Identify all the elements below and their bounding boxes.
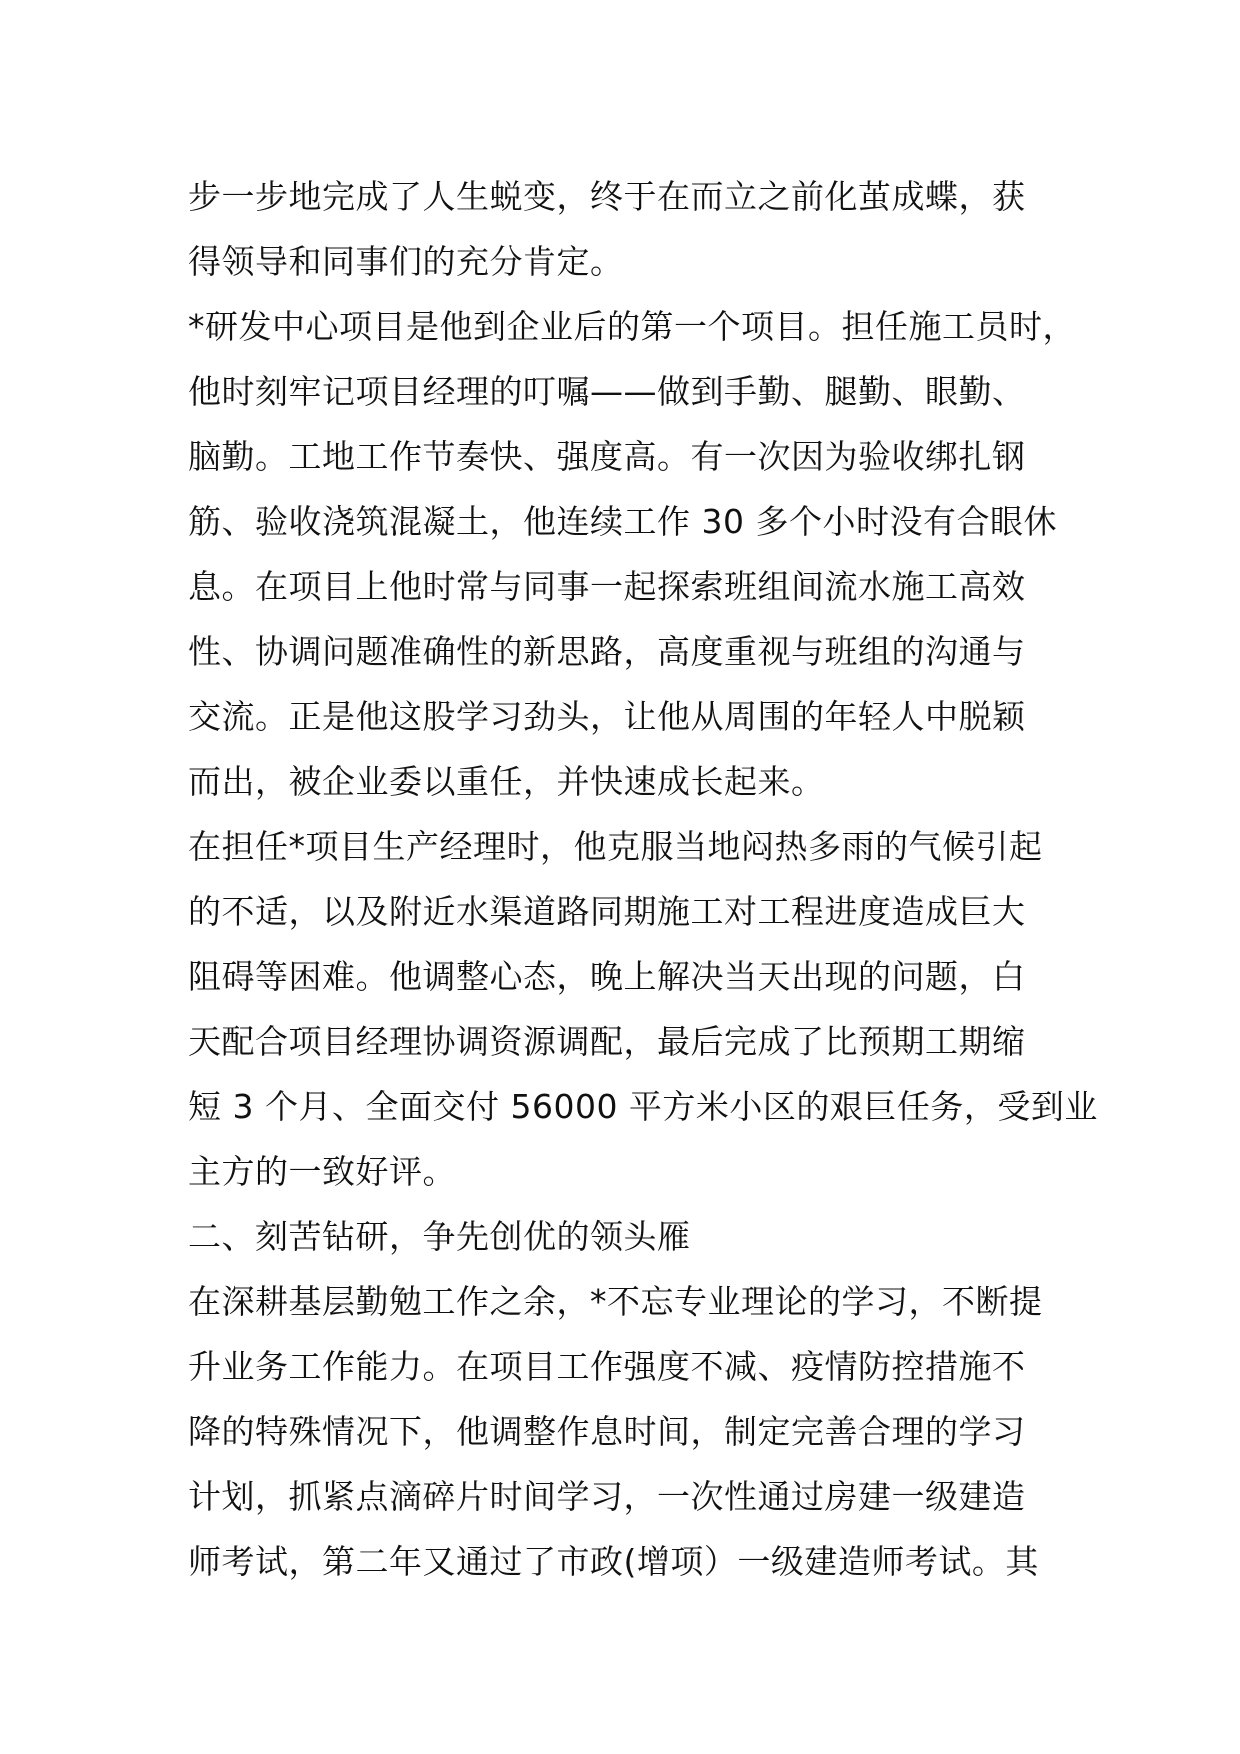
text-line: 他时刻牢记项目经理的叮嘱——做到手勤、腿勤、眼勤、: [188, 372, 1026, 411]
section-heading: 二、刻苦钻研，争先创优的领头雁: [188, 1217, 691, 1256]
text-line: 师考试，第二年又通过了市政(增项）一级建造师考试。其: [188, 1542, 1039, 1581]
text-line: 在担任*项目生产经理时，他克服当地闷热多雨的气候引起: [188, 827, 1043, 866]
text-line: 升业务工作能力。在项目工作强度不减、疫情防控措施不: [188, 1347, 1026, 1386]
text-line: 在深耕基层勤勉工作之余，*不忘专业理论的学习，不断提: [188, 1282, 1043, 1321]
text-line: 天配合项目经理协调资源调配，最后完成了比预期工期缩: [188, 1022, 1026, 1061]
text-line: 得领导和同事们的充分肯定。: [188, 242, 624, 281]
text-line: 性、协调问题准确性的新思路，高度重视与班组的沟通与: [188, 632, 1026, 671]
text-line: 脑勤。工地工作节奏快、强度高。有一次因为验收绑扎钢: [188, 437, 1026, 476]
text-line: 而出，被企业委以重任，并快速成长起来。: [188, 762, 825, 801]
text-line: 阻碍等困难。他调整心态，晚上解决当天出现的问题，白: [188, 957, 1026, 996]
text-line: 短 3 个月、全面交付 56000 平方米小区的艰巨任务，受到业: [188, 1087, 1098, 1126]
document-body: [188, 164, 1098, 1594]
text-line: 步一步地完成了人生蜕变，终于在而立之前化茧成蝶，获: [188, 177, 1026, 216]
text-line: 主方的一致好评。: [188, 1152, 456, 1191]
text-line: *研发中心项目是他到企业后的第一个项目。担任施工员时，: [188, 307, 1076, 346]
text-line: 交流。正是他这股学习劲头，让他从周围的年轻人中脱颖: [188, 697, 1026, 736]
text-line: 息。在项目上他时常与同事一起探索班组间流水施工高效: [188, 567, 1026, 606]
text-line: 降的特殊情况下，他调整作息时间，制定完善合理的学习: [188, 1412, 1026, 1451]
text-line: 筋、验收浇筑混凝土，他连续工作 30 多个小时没有合眼休: [188, 502, 1057, 541]
text-line: 的不适，以及附近水渠道路同期施工对工程进度造成巨大: [188, 892, 1026, 931]
text-line: 计划，抓紧点滴碎片时间学习，一次性通过房建一级建造: [188, 1477, 1026, 1516]
